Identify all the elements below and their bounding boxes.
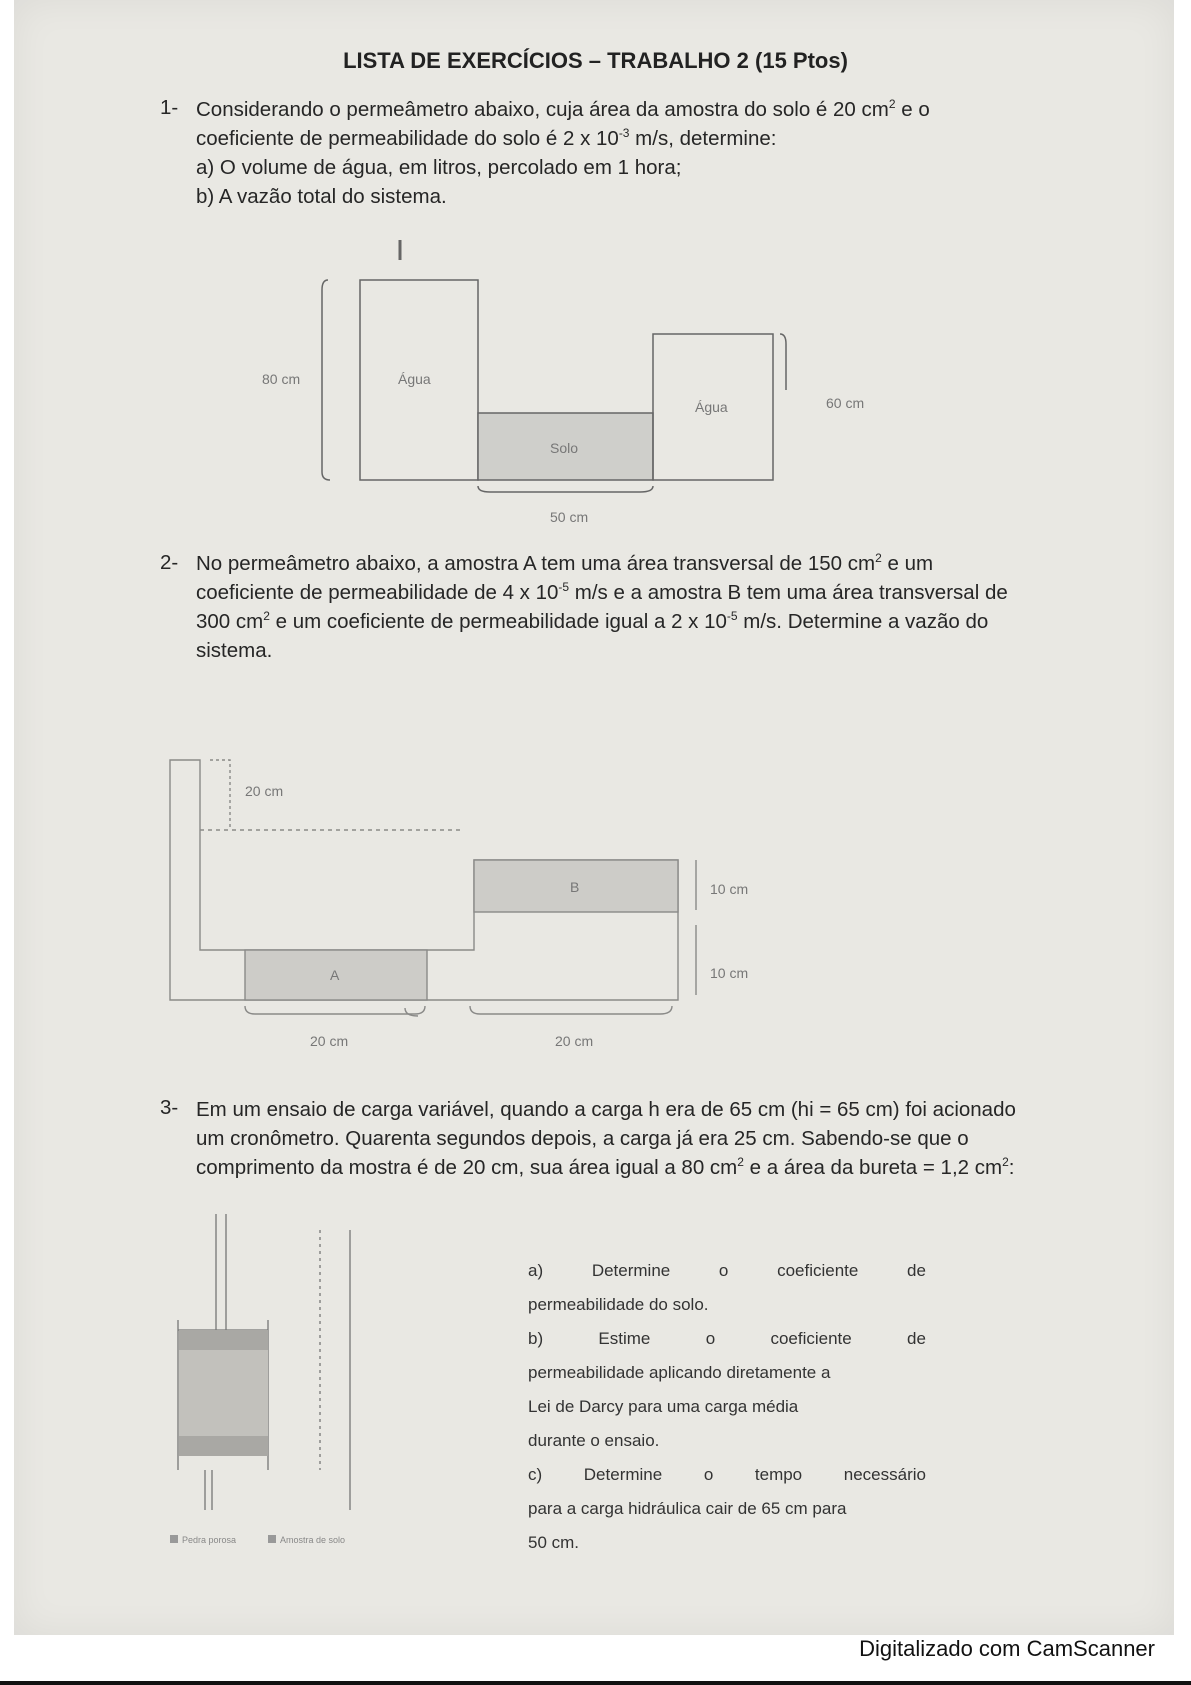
scanner-watermark: Digitalizado com CamScanner — [859, 1636, 1155, 1661]
q1-soil-label: Solo — [550, 440, 579, 456]
q1-item-a: a) O volume de água, em litros, percolado em 1 hora; — [196, 156, 682, 179]
q3-variable-head-apparatus — [150, 1210, 380, 1550]
bottom-border — [0, 1681, 1191, 1685]
porous-stone-swatch-icon — [170, 1535, 178, 1543]
q3-item-b-line3: Lei de Darcy para uma carga média — [528, 1397, 799, 1416]
q2-length-b-label: 20 cm — [555, 1033, 594, 1049]
q1-length-label: 50 cm — [550, 509, 589, 525]
q3-subquestions — [528, 1254, 926, 1560]
q2-sample-b-label: B — [570, 879, 580, 895]
q3-item-a-line2: permeabilidade do solo. — [528, 1295, 709, 1314]
q3-item-a-line1: a) Determine o coeficiente de — [528, 1261, 926, 1280]
q3-legend-porous: Pedra porosa — [182, 1535, 237, 1545]
page-title: LISTA DE EXERCÍCIOS – TRABALHO 2 (15 Ptos) — [343, 48, 848, 73]
q3-item-c-line3: 50 cm. — [528, 1533, 580, 1552]
q2-permeameter-diagram — [160, 750, 780, 1060]
q1-left-water-label: Água — [398, 371, 431, 387]
q1-left-height-label: 80 cm — [262, 371, 301, 387]
q3-item-b-line2: permeabilidade aplicando diretamente a — [528, 1363, 831, 1382]
q3-item-c-line2: para a carga hidráulica cair de 65 cm para — [528, 1499, 847, 1518]
q3-legend-sample: Amostra de solo — [280, 1535, 346, 1545]
q1-item-b: b) A vazão total do sistema. — [196, 185, 447, 208]
q1-right-water-label: Água — [695, 399, 728, 415]
q2-sample-b-height: 10 cm — [710, 881, 749, 897]
q2-head-label: 20 cm — [245, 783, 284, 799]
q2-sample-a-label: A — [330, 967, 340, 983]
q1-permeameter-diagram — [240, 240, 900, 530]
q2-number: 2- — [160, 551, 179, 574]
q3-item-c-line1: c) Determine o tempo necessário — [528, 1465, 926, 1484]
q2-sample-a-height: 10 cm — [710, 965, 749, 981]
q2-statement: No permeâmetro abaixo, a amostra A tem uma área transversal de 150 $cm^2$ e um coeficiente de permeabilidade de 4 x $10^{-5}$ m/s e a amostra B tem uma área transversal de 300 $cm^2$ e um coeficiente de permeabilidade igual a 2 x $10^{-5}$ m/s. Determine a vazão do sistema. — [196, 551, 1008, 662]
q1-number: 1- — [160, 96, 179, 119]
q1-right-height-label: 60 cm — [826, 395, 865, 411]
q1-statement: Considerando o permeâmetro abaixo, cuja área da amostra do solo é 20 $cm^2$ e o coeficiente de permeabilidade do solo é 2 x $10^{-3}$ m/s, determine: a) O volume de água, em litros, percolado em 1 hora; b) A vazão total do sistema. — [196, 95, 1132, 211]
q3-number: 3- — [160, 1096, 179, 1119]
q3-statement: Em um ensaio de carga variável, quando a carga h era de 65 cm (hi = 65 cm) foi acionado um cronômetro. Quarenta segundos depois, a carga já era 25 cm. Sabendo-se que o comprimento da mostra é de 20 cm, sua área igual a 80 $cm^2$ e a área da bureta = 1,2 $cm^2$: — [196, 1098, 1016, 1179]
q3-item-b-line4: durante o ensaio. — [528, 1431, 660, 1450]
q3-item-b-line1: b) Estime o coeficiente de — [528, 1329, 926, 1348]
soil-sample-swatch-icon — [268, 1535, 276, 1543]
q2-length-a-label: 20 cm — [310, 1033, 349, 1049]
